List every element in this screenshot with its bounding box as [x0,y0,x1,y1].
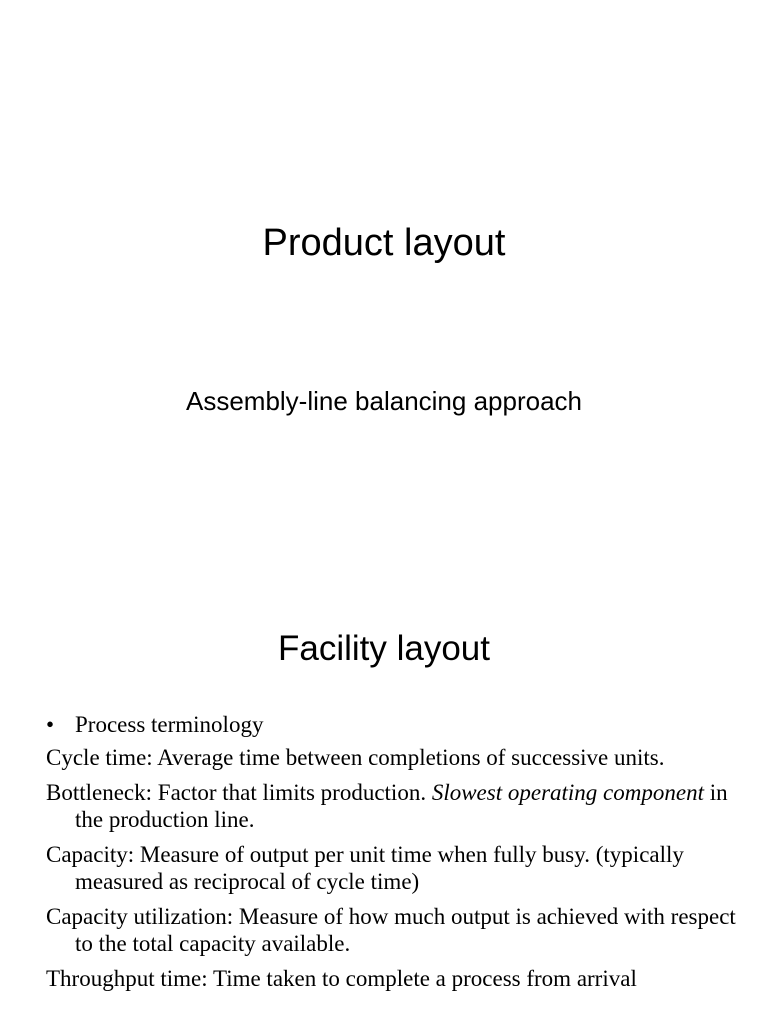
definition-throughput-time [46,965,746,992]
bullet-dot-icon: • [46,712,55,737]
definition-bottleneck [46,779,746,833]
definition-text: Capacity utilization: Measure of how much output is achieved with respect to the total capacity available. [46,904,736,956]
definition-text: Capacity: Measure of output per unit time when fully busy. (typically measured as reciprocal of cycle time) [46,842,684,894]
definition-text: Cycle time: Average time between completions of successive units. [46,745,665,770]
definition-capacity [46,841,746,895]
definition-capacity-utilization [46,903,746,957]
bullet-text: Process terminology [75,712,264,737]
definition-tail: in the production line. [75,780,728,832]
definition-cycle-time [46,744,746,771]
slide-body [46,711,746,1000]
definition-emphasis: Slowest operating component [431,780,704,805]
bullet-item [46,711,746,738]
slide-subtitle: Assembly-line balancing approach [185,386,582,416]
slide-title: Product layout [262,222,506,264]
definition-text: Throughput time: Time taken to complete a process from arrival [46,966,637,991]
slide-title: Facility layout [277,629,491,668]
definition-text: Bottleneck: Factor that limits production. [46,780,432,805]
slide-facility-layout [0,576,768,1024]
